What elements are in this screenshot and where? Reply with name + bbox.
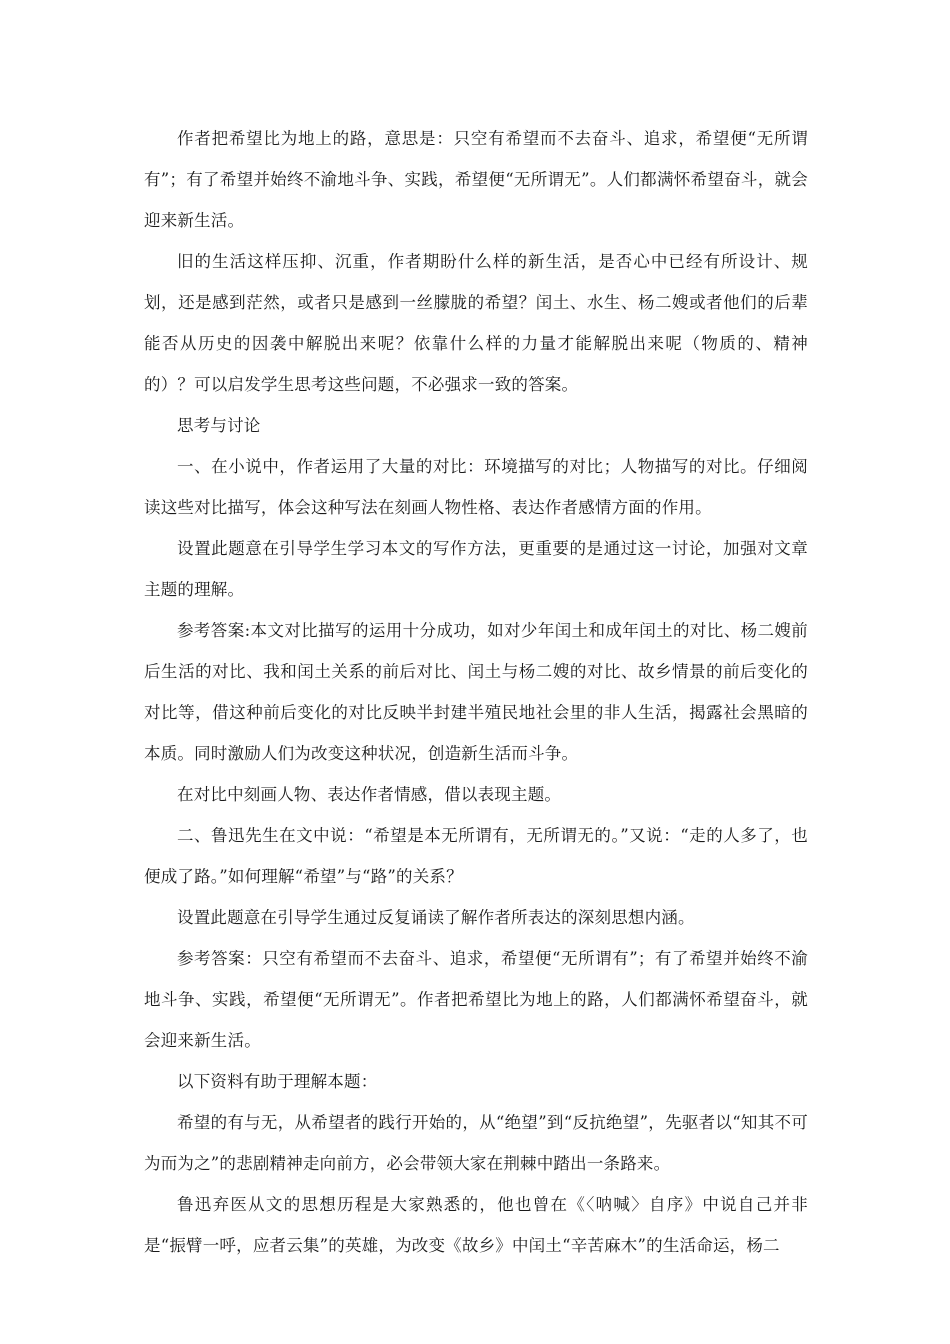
reference-paragraph-2: 鲁迅弃医从文的思想历程是大家熟悉的，他也曾在《〈呐喊〉自序》中说自己并非是“振臂一呼，应者云集”的英雄，为改变《故乡》中闰土“辛苦麻木”的生活命运，杨二	[144, 1195, 808, 1255]
question-two-answer: 参考答案：只空有希望而不去奋斗、追求，希望便“无所谓有”；有了希望并始终不渝地斗争、实践，希望便“无所谓无”。作者把希望比为地上的路，人们都满怀希望奋斗，就会迎来新生活。	[144, 949, 808, 1050]
reference-paragraph-1: 希望的有与无，从希望者的践行开始的，从“绝望”到“反抗绝望”，先驱者以“知其不可为而为之”的悲剧精神走向前方，必会带领大家在荆棘中踏出一条路来。	[144, 1113, 808, 1173]
paragraph-hope-as-road: 作者把希望比为地上的路，意思是：只空有希望而不去奋斗、追求，希望便“无所谓有”；有了希望并始终不渝地斗争、实践，希望便“无所谓无”。人们都满怀希望奋斗，就会迎来新生活。	[144, 129, 808, 230]
question-one-intent: 设置此题意在引导学生学习本文的写作方法，更重要的是通过这一讨论，加强对文章主题的理解。	[144, 539, 808, 599]
reference-intro: 以下资料有助于理解本题：	[177, 1072, 378, 1091]
question-two-intent: 设置此题意在引导学生通过反复诵读了解作者所表达的深刻思想内涵。	[177, 908, 695, 927]
document-body	[144, 118, 808, 1266]
question-two: 二、鲁迅先生在文中说：“希望是本无所谓有，无所谓无的。”又说：“走的人多了，也便成了路。”如何理解“希望”与“路”的关系？	[144, 826, 808, 886]
question-one-answer: 参考答案:本文对比描写的运用十分成功，如对少年闰土和成年闰土的对比、杨二嫂前后生活的对比、我和闰土关系的前后对比、闰土与杨二嫂的对比、故乡情景的前后变化的对比等，借这种前后变化的对比反映半封建半殖民地社会里的非人生活，揭露社会黑暗的本质。同时激励人们为改变这种状况，创造新生活而斗争。	[144, 621, 808, 763]
question-one-summary: 在对比中刻画人物、表达作者情感，借以表现主题。	[177, 785, 562, 804]
section-heading-think-discuss: 思考与讨论	[177, 416, 261, 435]
question-one: 一、在小说中，作者运用了大量的对比：环境描写的对比；人物描写的对比。仔细阅读这些对比描写，体会这种写法在刻画人物性格、表达作者感情方面的作用。	[144, 457, 808, 517]
paragraph-new-life-question: 旧的生活这样压抑、沉重，作者期盼什么样的新生活，是否心中已经有所设计、规划，还是感到茫然，或者只是感到一丝朦胧的希望？闰土、水生、杨二嫂或者他们的后辈能否从历史的因袭中解脱出来呢？依靠什么样的力量才能解脱出来呢（物质的、精神的）？可以启发学生思考这些问题，不必强求一致的答案。	[144, 252, 808, 394]
